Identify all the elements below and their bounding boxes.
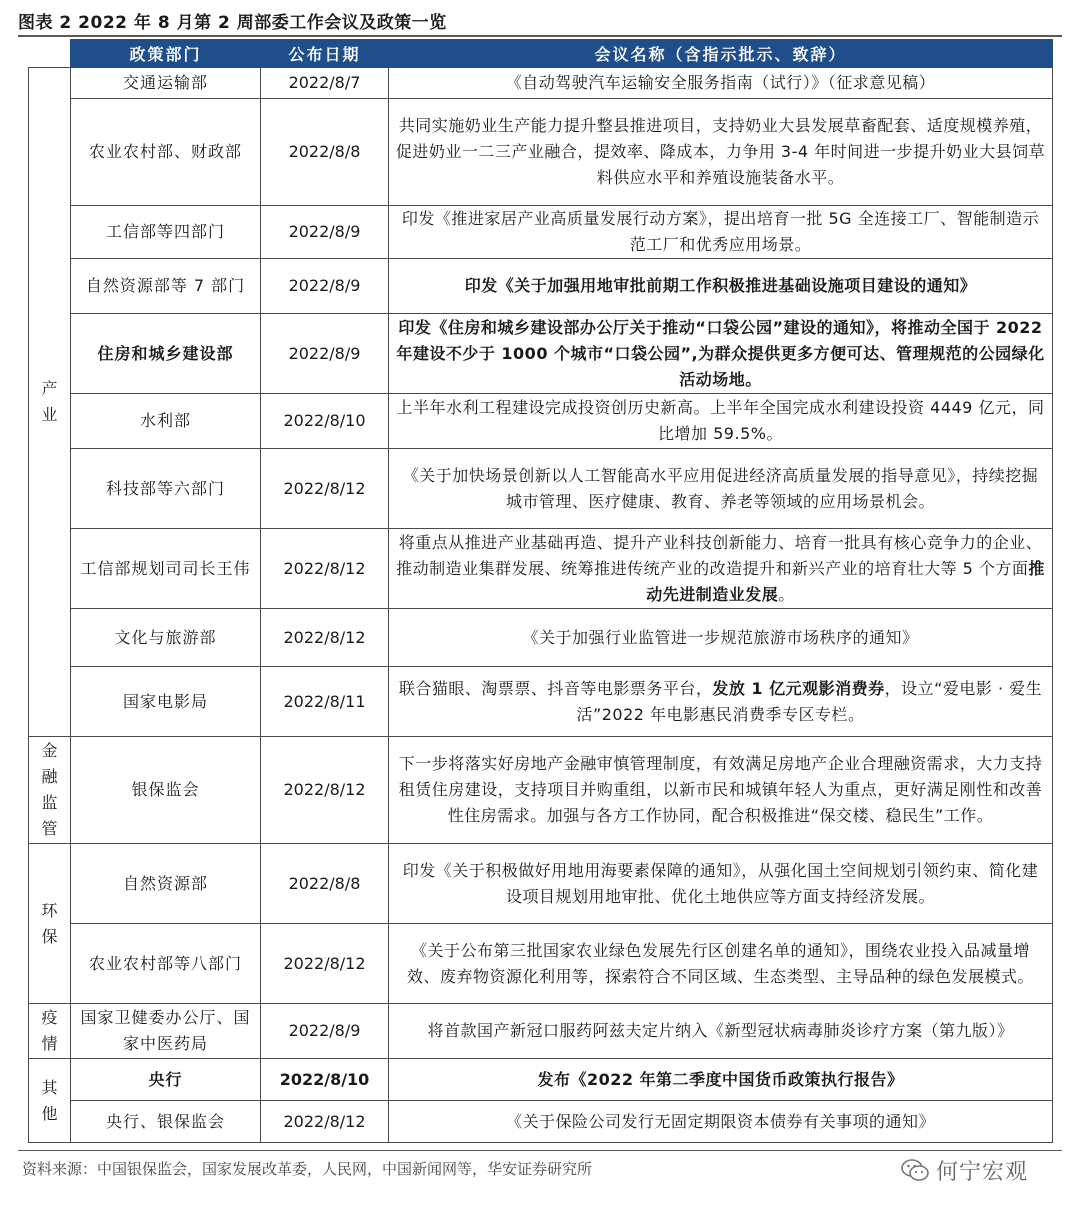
dept-cell: 自然资源部等 7 部门 bbox=[71, 259, 261, 314]
dept-cell: 农业农村部等八部门 bbox=[71, 924, 261, 1004]
date-cell: 2022/8/12 bbox=[261, 449, 389, 529]
header-date: 公布日期 bbox=[261, 40, 389, 68]
date-cell: 2022/8/10 bbox=[261, 1059, 389, 1101]
dept-cell: 农业农村部、财政部 bbox=[71, 99, 261, 206]
desc-cell: 将重点从推进产业基础再造、提升产业科技创新能力、培育一批具有核心竞争力的企业、推动制造业集群发展、统筹推进传统产业的改造提升和新兴产业的培育壮大等 5 个方面推动先进制造业发展。 bbox=[389, 529, 1053, 609]
table-row bbox=[29, 449, 1053, 529]
desc-cell: 印发《推进家居产业高质量发展行动方案》，提出培育一批 5G 全连接工厂、智能制造示范工厂和优秀应用场景。 bbox=[389, 206, 1053, 259]
table-row bbox=[29, 667, 1053, 737]
category-industry: 产业 bbox=[29, 68, 71, 737]
date-cell: 2022/8/12 bbox=[261, 1101, 389, 1143]
header-meeting: 会议名称（含指示批示、致辞） bbox=[389, 40, 1053, 68]
dept-cell: 工信部等四部门 bbox=[71, 206, 261, 259]
category-other: 其他 bbox=[29, 1059, 71, 1143]
desc-cell: 发布《2022 年第二季度中国货币政策执行报告》 bbox=[389, 1059, 1053, 1101]
dept-cell: 交通运输部 bbox=[71, 68, 261, 99]
date-cell: 2022/8/9 bbox=[261, 206, 389, 259]
category-environment: 环保 bbox=[29, 844, 71, 1004]
desc-cell: 印发《关于积极做好用地用海要素保障的通知》，从强化国土空间规划引领约束、简化建设项目规划用地审批、优化土地供应等方面支持经济发展。 bbox=[389, 844, 1053, 924]
dept-cell: 央行 bbox=[71, 1059, 261, 1101]
category-finance: 金融监管 bbox=[29, 737, 71, 844]
watermark bbox=[900, 1150, 1028, 1190]
header-blank-cell bbox=[29, 40, 71, 68]
date-cell: 2022/8/7 bbox=[261, 68, 389, 99]
desc-cell: 《自动驾驶汽车运输安全服务指南（试行）》（征求意见稿） bbox=[389, 68, 1053, 99]
title-divider bbox=[18, 35, 1062, 37]
figure-title: 图表 2 2022 年 8 月第 2 周部委工作会议及政策一览 bbox=[18, 13, 447, 33]
dept-cell: 工信部规划司司长王伟 bbox=[71, 529, 261, 609]
table-row bbox=[29, 314, 1053, 394]
date-cell: 2022/8/12 bbox=[261, 609, 389, 667]
table-row bbox=[29, 394, 1053, 449]
table-header-row bbox=[29, 40, 1053, 68]
desc-cell: 《关于加快场景创新以人工智能高水平应用促进经济高质量发展的指导意见》，持续挖掘城市管理、医疗健康、教育、养老等领域的应用场景机会。 bbox=[389, 449, 1053, 529]
date-cell: 2022/8/9 bbox=[261, 1004, 389, 1059]
dept-cell: 文化与旅游部 bbox=[71, 609, 261, 667]
table-row bbox=[29, 609, 1053, 667]
source-note: 资料来源：中国银保监会，国家发展改革委，人民网，中国新闻网等，华安证券研究所 bbox=[22, 1160, 593, 1178]
dept-cell: 国家卫健委办公厅、国家中医药局 bbox=[71, 1004, 261, 1059]
date-cell: 2022/8/12 bbox=[261, 737, 389, 844]
table-row bbox=[29, 1059, 1053, 1101]
dept-cell: 自然资源部 bbox=[71, 844, 261, 924]
desc-cell: 《关于公布第三批国家农业绿色发展先行区创建名单的通知》，围绕农业投入品减量增效、废弃物资源化利用等，探索符合不同区域、生态类型、主导品种的绿色发展模式。 bbox=[389, 924, 1053, 1004]
table-row bbox=[29, 529, 1053, 609]
table-row bbox=[29, 68, 1053, 99]
table-row bbox=[29, 1004, 1053, 1059]
policy-table bbox=[28, 39, 1053, 1143]
emphasis-text: 推动先进制造业发展 bbox=[646, 558, 1045, 604]
table-row bbox=[29, 924, 1053, 1004]
table-row bbox=[29, 844, 1053, 924]
desc-cell: 将首款国产新冠口服药阿兹夫定片纳入《新型冠状病毒肺炎诊疗方案（第九版）》 bbox=[389, 1004, 1053, 1059]
desc-cell: 联合猫眼、淘票票、抖音等电影票务平台，发放 1 亿元观影消费券，设立“爱电影 · 爱生活”2022 年电影惠民消费季专区专栏。 bbox=[389, 667, 1053, 737]
table-row bbox=[29, 206, 1053, 259]
desc-cell: 下一步将落实好房地产金融审慎管理制度，有效满足房地产企业合理融资需求，大力支持租赁住房建设，支持项目并购重组，以新市民和城镇年轻人为重点，更好满足刚性和改善性住房需求。加强与各方工作协同，配合积极推进“保交楼、稳民生”工作。 bbox=[389, 737, 1053, 844]
desc-cell: 《关于加强行业监管进一步规范旅游市场秩序的通知》 bbox=[389, 609, 1053, 667]
header-dept: 政策部门 bbox=[71, 40, 261, 68]
dept-cell: 银保监会 bbox=[71, 737, 261, 844]
table-row bbox=[29, 99, 1053, 206]
desc-cell: 印发《关于加强用地审批前期工作积极推进基础设施项目建设的通知》 bbox=[389, 259, 1053, 314]
date-cell: 2022/8/10 bbox=[261, 394, 389, 449]
dept-cell: 科技部等六部门 bbox=[71, 449, 261, 529]
table-row bbox=[29, 1101, 1053, 1143]
category-epidemic: 疫情 bbox=[29, 1004, 71, 1059]
date-cell: 2022/8/9 bbox=[261, 259, 389, 314]
date-cell: 2022/8/11 bbox=[261, 667, 389, 737]
table-row bbox=[29, 737, 1053, 844]
wechat-icon bbox=[900, 1157, 930, 1183]
date-cell: 2022/8/9 bbox=[261, 314, 389, 394]
dept-cell: 国家电影局 bbox=[71, 667, 261, 737]
desc-cell: 印发《住房和城乡建设部办公厅关于推动“口袋公园”建设的通知》，将推动全国于 2022 年建设不少于 1000 个城市“口袋公园”,为群众提供更多方便可达、管理规范的公园绿化活动场地。 bbox=[389, 314, 1053, 394]
date-cell: 2022/8/8 bbox=[261, 99, 389, 206]
date-cell: 2022/8/8 bbox=[261, 844, 389, 924]
dept-cell: 住房和城乡建设部 bbox=[71, 314, 261, 394]
table-row bbox=[29, 259, 1053, 314]
desc-cell: 上半年水利工程建设完成投资创历史新高。上半年全国完成水利建设投资 4449 亿元，同比增加 59.5%。 bbox=[389, 394, 1053, 449]
date-cell: 2022/8/12 bbox=[261, 924, 389, 1004]
emphasis-text: 发放 1 亿元观影消费券 bbox=[712, 678, 885, 698]
desc-cell: 共同实施奶业生产能力提升整县推进项目，支持奶业大县发展草畜配套、适度规模养殖，促进奶业一二三产业融合，提效率、降成本，力争用 3-4 年时间进一步提升奶业大县饲草料供应水平和养殖设施装备水平。 bbox=[389, 99, 1053, 206]
desc-cell: 《关于保险公司发行无固定期限资本债券有关事项的通知》 bbox=[389, 1101, 1053, 1143]
dept-cell: 水利部 bbox=[71, 394, 261, 449]
dept-cell: 央行、银保监会 bbox=[71, 1101, 261, 1143]
date-cell: 2022/8/12 bbox=[261, 529, 389, 609]
watermark-text: 何宁宏观 bbox=[936, 1159, 1029, 1185]
